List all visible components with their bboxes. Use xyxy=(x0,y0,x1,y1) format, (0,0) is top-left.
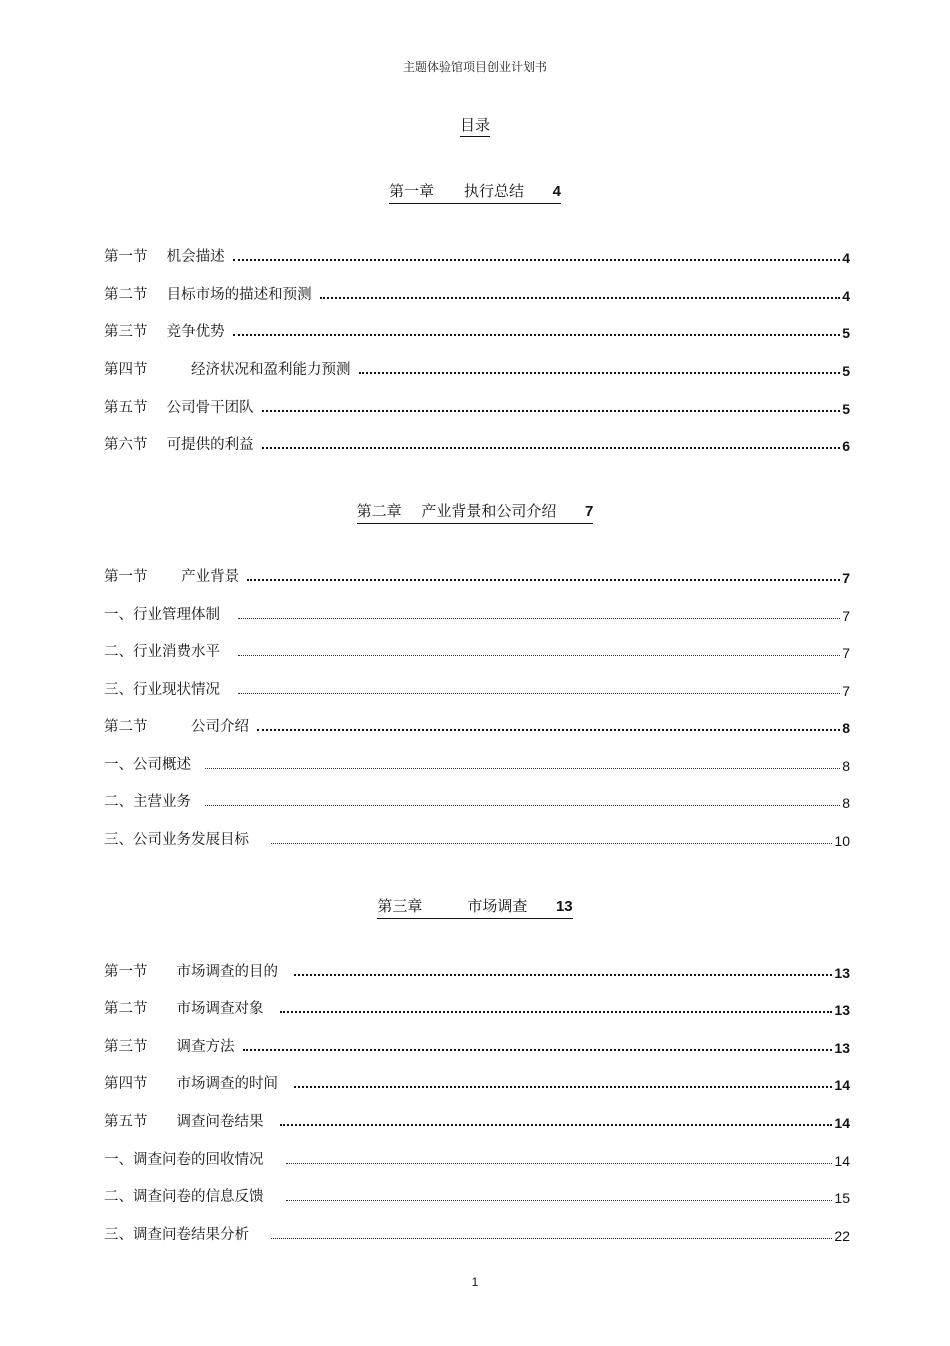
entry-page: 7 xyxy=(842,683,850,699)
entry-label: 第一节 产业背景 xyxy=(104,569,240,585)
toc-entry[interactable] xyxy=(104,282,850,304)
entry-page: 5 xyxy=(842,363,850,379)
dot-leader xyxy=(238,692,840,694)
entry-label: 第五节 调查问卷结果 xyxy=(104,1114,264,1130)
toc-entry[interactable] xyxy=(104,1071,850,1093)
entry-label: 第四节 市场调查的时间 xyxy=(104,1076,278,1092)
entry-page: 13 xyxy=(834,1002,850,1018)
entry-page: 7 xyxy=(842,645,850,661)
chapter-label: 第二章 产业背景和公司介绍 xyxy=(356,502,557,520)
toc-entry[interactable] xyxy=(104,602,850,624)
toc-entry[interactable] xyxy=(104,996,850,1018)
entry-page: 10 xyxy=(834,833,850,849)
toc-entry[interactable] xyxy=(104,1147,850,1169)
entry-page: 8 xyxy=(842,720,850,736)
entry-page: 4 xyxy=(842,250,850,266)
entry-label: 三、公司业务发展目标 xyxy=(104,832,249,848)
dot-leader xyxy=(359,371,841,374)
chapter-heading-1[interactable] xyxy=(0,180,950,204)
toc-entry[interactable] xyxy=(104,714,850,736)
toc-entry[interactable] xyxy=(104,639,850,661)
chapter-page: 4 xyxy=(552,183,561,200)
toc-entry[interactable] xyxy=(104,244,850,266)
entry-label: 一、公司概述 xyxy=(104,757,191,773)
dot-leader xyxy=(294,1085,832,1088)
entry-page: 15 xyxy=(834,1190,850,1206)
dot-leader xyxy=(205,804,840,806)
entry-label: 第一节 市场调查的目的 xyxy=(104,964,278,980)
entry-page: 14 xyxy=(834,1077,850,1093)
toc-title-text: 目录 xyxy=(460,116,490,137)
dot-leader xyxy=(262,446,841,449)
toc-entry[interactable] xyxy=(104,319,850,341)
entry-page: 14 xyxy=(834,1115,850,1131)
dot-leader xyxy=(247,578,840,581)
entry-page: 5 xyxy=(842,401,850,417)
entry-label: 第二节 目标市场的描述和预测 xyxy=(104,287,312,303)
dot-leader xyxy=(280,1010,833,1013)
chapter-page: 7 xyxy=(585,503,594,520)
toc-entry[interactable] xyxy=(104,959,850,981)
entry-page: 14 xyxy=(834,1153,850,1169)
entry-page: 6 xyxy=(842,438,850,454)
dot-leader xyxy=(286,1162,833,1164)
toc-entry[interactable] xyxy=(104,357,850,379)
entry-label: 二、主营业务 xyxy=(104,794,191,810)
toc-entry[interactable] xyxy=(104,1222,850,1244)
dot-leader xyxy=(320,296,841,299)
chapter-page: 13 xyxy=(555,898,573,915)
toc-entry[interactable] xyxy=(104,1184,850,1206)
dot-leader xyxy=(205,767,840,769)
entry-label: 三、调查问卷结果分析 xyxy=(104,1227,249,1243)
chapter-label: 第三章 市场调查 xyxy=(377,897,528,915)
dot-leader xyxy=(233,333,841,336)
document-header: 主题体验馆项目创业计划书 xyxy=(402,60,547,74)
entry-label: 第三节 竞争优势 xyxy=(104,324,225,340)
entry-page: 22 xyxy=(834,1228,850,1244)
entry-label: 第二节 市场调查对象 xyxy=(104,1001,264,1017)
dot-leader xyxy=(286,1199,833,1201)
chapter-heading-2[interactable] xyxy=(0,500,950,524)
toc-entry[interactable] xyxy=(104,789,850,811)
entry-page: 7 xyxy=(842,570,850,586)
entry-label: 二、行业消费水平 xyxy=(104,644,220,660)
chapter-label: 第一章 执行总结 xyxy=(389,182,525,200)
dot-leader xyxy=(238,654,840,656)
toc-entry[interactable] xyxy=(104,677,850,699)
toc-entry[interactable] xyxy=(104,564,850,586)
entry-label: 一、行业管理体制 xyxy=(104,607,220,623)
entry-page: 13 xyxy=(834,1040,850,1056)
dot-leader xyxy=(233,258,841,261)
chapter-heading-3[interactable] xyxy=(0,895,950,919)
entry-page: 7 xyxy=(842,608,850,624)
dot-leader xyxy=(294,973,832,976)
dot-leader xyxy=(271,1237,832,1239)
toc-entry[interactable] xyxy=(104,827,850,849)
entry-page: 5 xyxy=(842,325,850,341)
page-number: 1 xyxy=(471,1275,479,1289)
entry-label: 第二节 公司介绍 xyxy=(104,719,249,735)
dot-leader xyxy=(238,617,840,619)
entry-label: 第一节 机会描述 xyxy=(104,249,225,265)
toc-entry[interactable] xyxy=(104,395,850,417)
entry-label: 第三节 调查方法 xyxy=(104,1039,235,1055)
toc-entry[interactable] xyxy=(104,1034,850,1056)
entry-label: 第六节 可提供的利益 xyxy=(104,437,254,453)
dot-leader xyxy=(262,409,841,412)
dot-leader xyxy=(280,1123,833,1126)
entry-page: 8 xyxy=(842,795,850,811)
entry-page: 4 xyxy=(842,288,850,304)
dot-leader xyxy=(271,842,832,844)
dot-leader xyxy=(257,728,840,731)
entry-page: 13 xyxy=(834,965,850,981)
dot-leader xyxy=(243,1048,833,1051)
toc-entry[interactable] xyxy=(104,752,850,774)
entry-page: 8 xyxy=(842,758,850,774)
entry-label: 一、调查问卷的回收情况 xyxy=(104,1152,264,1168)
toc-entry[interactable] xyxy=(104,432,850,454)
toc-entry[interactable] xyxy=(104,1109,850,1131)
entry-label: 第四节 经济状况和盈利能力预测 xyxy=(104,362,351,378)
entry-label: 三、行业现状情况 xyxy=(104,682,220,698)
toc-title xyxy=(0,114,950,135)
entry-label: 第五节 公司骨干团队 xyxy=(104,400,254,416)
entry-label: 二、调查问卷的信息反馈 xyxy=(104,1189,264,1205)
